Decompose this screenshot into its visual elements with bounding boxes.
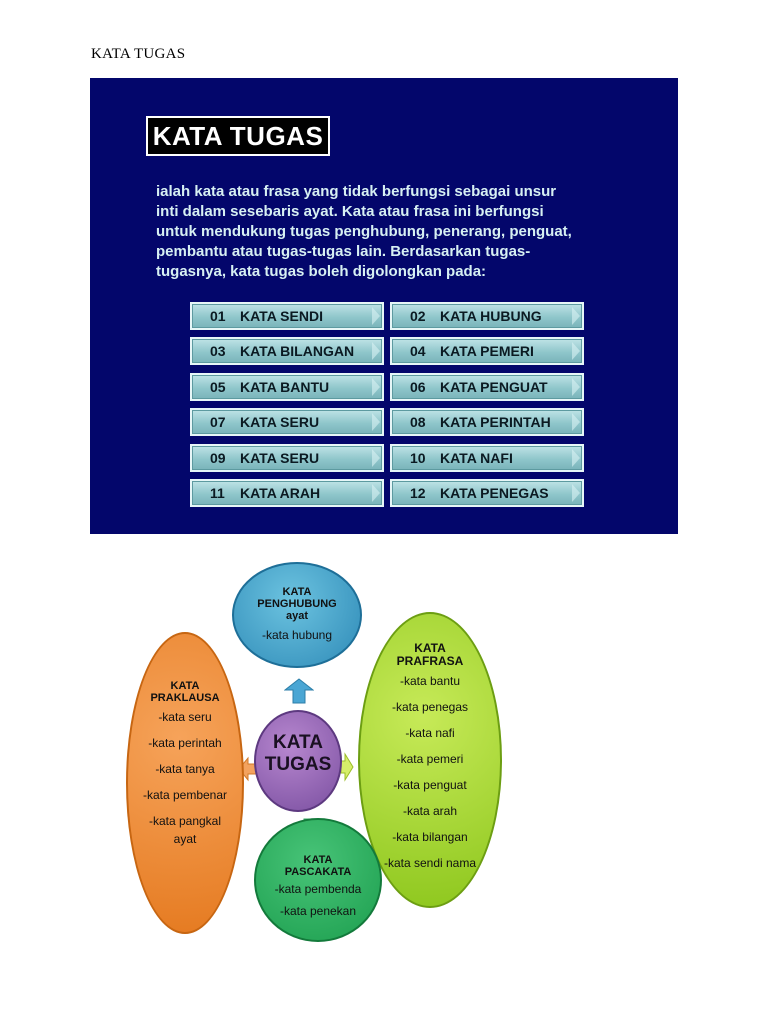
- bubble-item: -kata arah: [402, 804, 458, 818]
- document-heading: KATA TUGAS: [91, 46, 186, 62]
- bubble-item: -kata perintah: [148, 736, 222, 750]
- slide-image: [90, 78, 678, 534]
- category-number: 06: [410, 379, 426, 395]
- bubble-title: PASCAKATA: [284, 866, 352, 878]
- category-label: KATA PERINTAH: [440, 414, 551, 430]
- category-button: [390, 337, 584, 365]
- bubble-kata-penghubung: [232, 562, 362, 668]
- category-button: [190, 302, 384, 330]
- bubble-item: -kata nafi: [405, 726, 455, 740]
- bubble-item: -kata bilangan: [392, 830, 468, 844]
- category-number: 12: [410, 485, 426, 501]
- bubble-title: KATA: [303, 854, 333, 866]
- bubble-item: -kata pemeri: [396, 752, 464, 766]
- arrow-right-icon: [340, 752, 354, 782]
- bubble-item: -kata tanya: [155, 762, 215, 776]
- category-number: 07: [210, 414, 226, 430]
- bubble-kata-pascakata: [254, 818, 382, 942]
- bubble-item: -kata penegas: [391, 700, 469, 714]
- bubble-item: -kata hubung: [261, 628, 333, 642]
- bubble-item: -kata penekan: [279, 904, 357, 918]
- category-button: [390, 373, 584, 401]
- bubble-title: PRAFRASA: [396, 654, 464, 668]
- category-label: KATA SERU: [240, 414, 320, 430]
- category-button: [190, 479, 384, 507]
- category-label: KATA NAFI: [440, 450, 513, 466]
- category-button: [190, 408, 384, 436]
- category-number: 09: [210, 450, 226, 466]
- bubble-kata-tugas: [254, 710, 342, 812]
- body-line: ialah kata atau frasa yang tidak berfungsi sebagai unsur: [156, 183, 557, 200]
- category-button: [390, 408, 584, 436]
- bubble-title: PENGHUBUNG: [257, 598, 337, 610]
- slide-title: KATA TUGAS: [146, 116, 330, 156]
- bubble-title: KATA: [273, 732, 323, 753]
- category-label: KATA PENEGAS: [440, 485, 549, 501]
- bubble-title: TUGAS: [264, 754, 332, 775]
- bubble-item: -kata pembenar: [142, 788, 228, 802]
- category-label: KATA HUBUNG: [440, 308, 542, 324]
- bubble-title: KATA: [170, 680, 200, 692]
- bubble-item: -kata pembenda: [274, 882, 362, 896]
- category-button: [190, 337, 384, 365]
- category-label: KATA BANTU: [240, 379, 330, 395]
- bubble-title: KATA: [282, 586, 312, 598]
- category-number: 10: [410, 450, 426, 466]
- bubble-title: ayat: [285, 610, 309, 622]
- category-number: 02: [410, 308, 426, 324]
- bubble-kata-praklausa: [126, 632, 244, 934]
- category-button: [190, 373, 384, 401]
- category-button: [390, 444, 584, 472]
- bubble-item: -kata bantu: [399, 674, 461, 688]
- category-label: KATA BILANGAN: [240, 343, 355, 359]
- category-button: [390, 302, 584, 330]
- bubble-title: PRAKLAUSA: [150, 692, 220, 704]
- category-label: KATA SERU: [240, 450, 320, 466]
- kata-tugas-diagram: [126, 560, 506, 946]
- bubble-item: -kata sendi nama: [383, 856, 477, 870]
- body-line: tugasnya, kata tugas boleh digolongkan pada:: [156, 263, 487, 280]
- category-number: 05: [210, 379, 226, 395]
- body-line: untuk mendukung tugas penghubung, penerang, penguat,: [156, 223, 572, 240]
- bubble-title: KATA: [414, 641, 446, 655]
- category-number: 03: [210, 343, 226, 359]
- category-label: KATA PEMERI: [440, 343, 534, 359]
- category-label: KATA ARAH: [240, 485, 321, 501]
- body-line: pembantu atau tugas-tugas lain. Berdasarkan tugas-: [156, 243, 531, 260]
- category-number: 01: [210, 308, 226, 324]
- category-label: KATA PENGUAT: [440, 379, 548, 395]
- category-label: KATA SENDI: [240, 308, 323, 324]
- arrow-up-icon: [284, 678, 314, 704]
- body-line: inti dalam sesebaris ayat. Kata atau frasa ini berfungsi: [156, 203, 544, 220]
- category-number: 11: [210, 485, 225, 501]
- bubble-item: -kata penguat: [393, 778, 467, 792]
- slide-body-text: [156, 182, 626, 282]
- category-number: 04: [410, 343, 426, 359]
- bubble-item: -kata seru: [158, 710, 212, 724]
- category-button: [190, 444, 384, 472]
- category-number: 08: [410, 414, 426, 430]
- bubble-item: ayat: [173, 832, 197, 846]
- category-button: [390, 479, 584, 507]
- bubble-item: -kata pangkal: [148, 814, 222, 828]
